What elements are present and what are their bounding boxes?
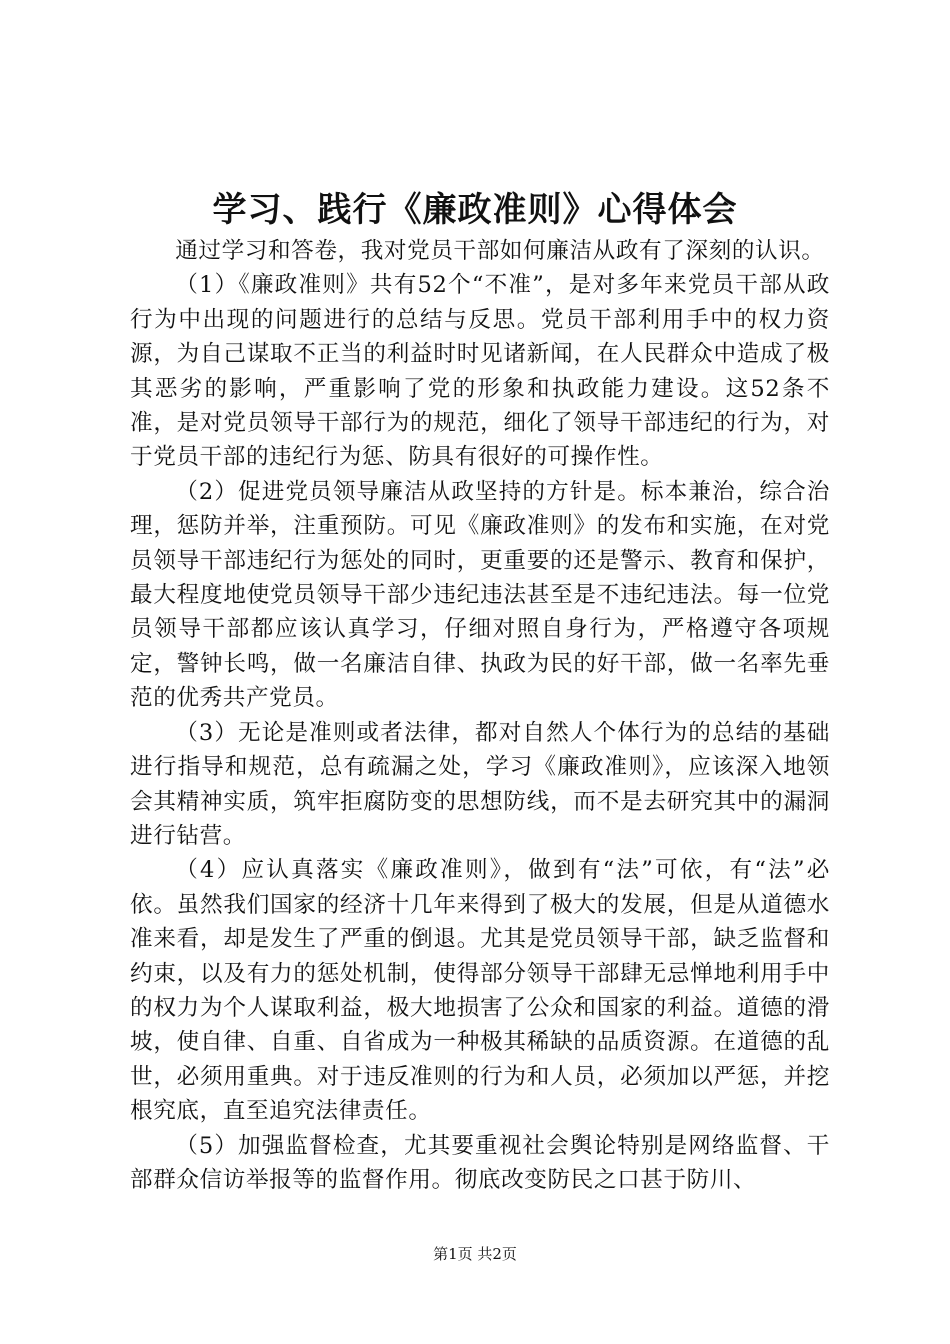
paragraph-2: （2）促进党员领导廉洁从政坚持的方针是。标本兼治，综合治理，惩防并举，注重预防。可见《廉政准则》的发布和实施，在对党员领导干部违纪行为惩处的同时，更重要的还是警示、教育和保护，最大程度地使党员领导干部少违纪违法甚至是不违纪违法。每一位党员领导干部都应该认真学习，仔细对照自身行为，严格遵守各项规定，警钟长鸣，做一名廉洁自律、执政为民的好干部，做一名率先垂范的优秀共产党员。 [130, 478, 830, 712]
paragraph-4: （4）应认真落实《廉政准则》，做到有“法”可依，有“法”必依。虽然我们国家的经济十几年来得到了极大的发展，但是从道德水准来看，却是发生了严重的倒退。尤其是党员领导干部，缺乏监督和约束，以及有力的惩处机制，使得部分领导干部肆无忌惮地利用手中的权力为个人谋取利益，极大地损害了公众和国家的利益。道德的滑坡，使自律、自重、自省成为一种极其稀缺的品质资源。在道德的乱世，必须用重典。对于违反准则的行为和人员，必须加以严惩，并挖根究底，直至追究法律责任。 [130, 857, 830, 1125]
paragraph-3: （3）无论是准则或者法律，都对自然人个体行为的总结的基础进行指导和规范，总有疏漏之处，学习《廉政准则》，应该深入地领会其精神实质，筑牢拒腐防变的思想防线，而不是去研究其中的漏洞进行钻营。 [130, 719, 830, 849]
paragraph-5: （5）加强监督检查，尤其要重视社会舆论特别是网络监督、干部群众信访举报等的监督作用。彻底改变防民之口甚于防川、 [130, 1132, 830, 1193]
document-body [130, 234, 830, 1197]
document-title: 学习、践行《廉政准则》心得体会 [212, 190, 738, 230]
page-footer: 第1页 共2页 [433, 1245, 517, 1263]
paragraph-1: （1）《廉政准则》共有52个“不准”，是对多年来党员干部从政行为中出现的问题进行的总结与反思。党员干部利用手中的权力资源，为自己谋取不正当的利益时时见诸新闻，在人民群众中造成了极其恶劣的影响，严重影响了党的形象和执政能力建设。这52条不准，是对党员领导干部行为的规范，细化了领导干部违纪的行为，对于党员干部的违纪行为惩、防具有很好的可操作性。 [130, 272, 830, 471]
paragraph-intro: 通过学习和答卷，我对党员干部如何廉洁从政有了深刻的认识。 [175, 238, 825, 264]
